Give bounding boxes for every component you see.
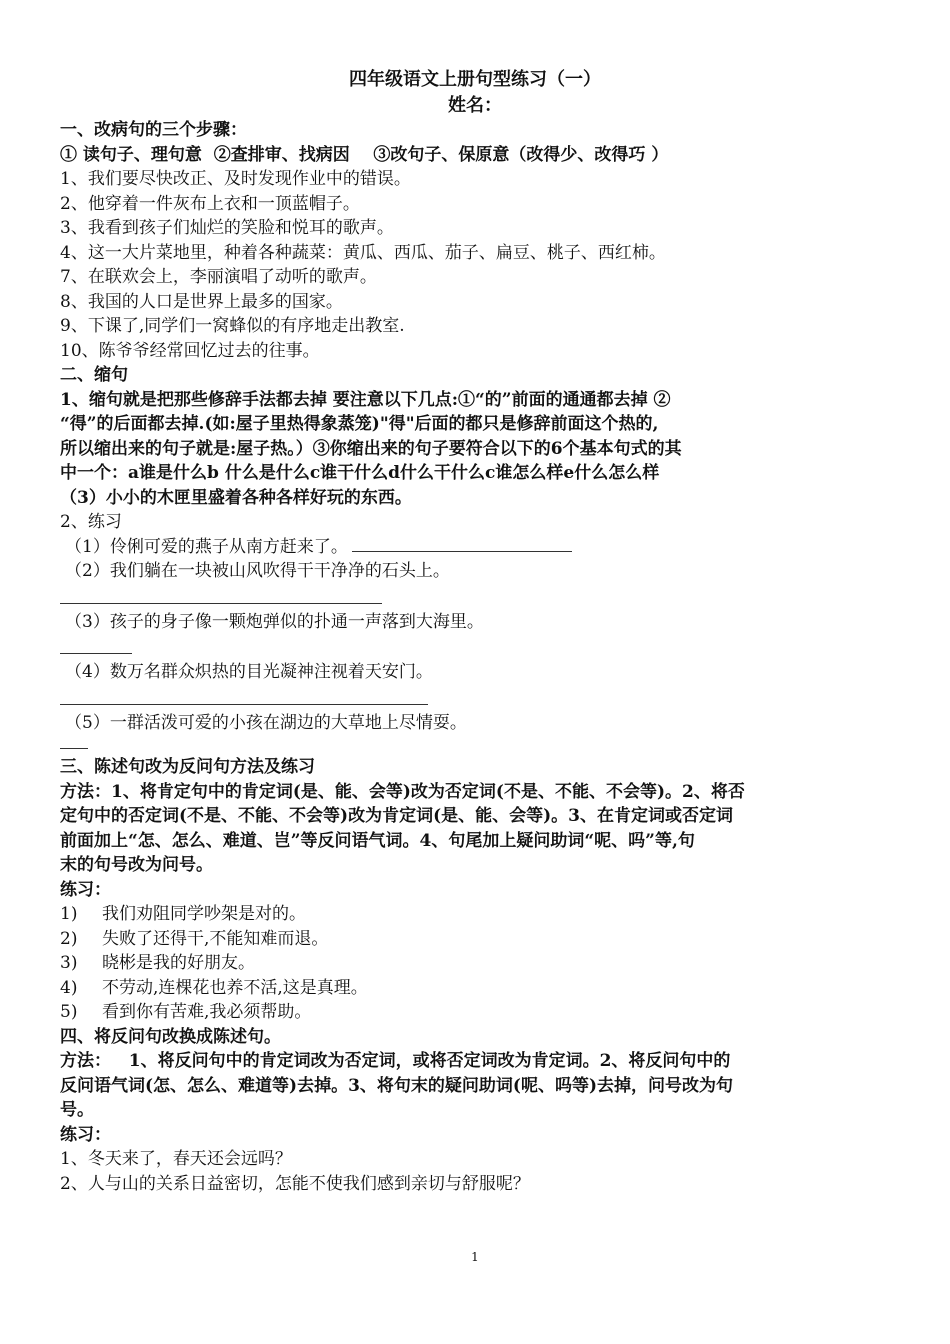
section2-rule-line: 中一个：a谁是什么b 什么是什么c谁干什么d什么干什么c谁怎么样e什么怎么样 — [60, 463, 660, 483]
section1-item: 9、下课了,同学们一窝蜂似的有序地走出教室. — [60, 316, 405, 336]
section3-item — [60, 976, 895, 1001]
item-number: 3) — [60, 953, 78, 973]
section3-item — [60, 902, 895, 927]
item-number: 4) — [60, 977, 78, 998]
section2-heading: 二、缩句 — [60, 365, 128, 385]
section1-item: 3、我看到孩子们灿烂的笑脸和悦耳的歌声。 — [60, 218, 394, 238]
item-number: 5) — [60, 1002, 78, 1022]
item-number: 1) — [60, 904, 78, 924]
section1-item: 10、陈爷爷经常回忆过去的往事。 — [60, 340, 320, 361]
section2-rule-line: 所以缩出来的句子就是:屋子热。）③你缩出来的句子要符合以下的6个基本句式的其 — [60, 438, 682, 459]
answer-blank[interactable] — [60, 735, 895, 755]
section2-exercise — [60, 535, 895, 560]
answer-blank[interactable] — [352, 550, 572, 552]
section3-item — [60, 951, 895, 976]
item-text: 看到你有苦难,我必须帮助。 — [102, 1002, 312, 1022]
item-number: 2) — [60, 928, 78, 949]
section3-method-line: 方法：1、将肯定句中的肯定词(是、能、会等)改为否定词(不是、不能、不会等)。2、将否 — [60, 781, 745, 802]
section3-method-line: 定句中的否定词(不是、不能、不会等)改为肯定词(是、能、会等)。3、在肯定词或否定词 — [60, 806, 734, 826]
item-text: 不劳动,连棵花也养不活,这是真理。 — [102, 977, 368, 998]
document-body — [60, 118, 895, 1196]
section4-practice-label: 练习： — [60, 1124, 111, 1145]
section2-exercise: （3）孩子的身子像一颗炮弹似的扑通一声落到大海里。 — [65, 611, 484, 632]
section4-heading: 四、将反问句改换成陈述句。 — [60, 1026, 281, 1047]
item-text: 失败了还得干,不能知难而退。 — [102, 928, 329, 949]
section3-heading: 三、陈述句改为反问句方法及练习 — [60, 757, 315, 777]
section1-item: 2、他穿着一件灰布上衣和一顶蓝帽子。 — [60, 193, 360, 214]
item-text: 晓彬是我的好朋友。 — [102, 953, 255, 973]
section2-exercise: （4）数万名群众炽热的目光凝神注视着天安门。 — [65, 662, 433, 682]
page-number: 1 — [471, 1250, 479, 1264]
page-title: 四年级语文上册句型练习（一） — [349, 69, 601, 90]
section1-heading: 一、改病句的三个步骤： — [60, 120, 247, 140]
section4-item: 1、冬天来了，春天还会远吗？ — [60, 1149, 292, 1169]
section3-practice-label: 练习： — [60, 879, 111, 900]
section1-item: 1、我们要尽快改正、及时发现作业中的错误。 — [60, 169, 411, 189]
section1-steps: ① 读句子、理句意 ②查排审、找病因 ③改句子、保原意（改得少、改得巧 ） — [60, 144, 669, 165]
section4-method-line: 号。 — [60, 1100, 94, 1120]
item-text: 我们劝阻同学吵架是对的。 — [102, 904, 306, 924]
section2-exercise: （5）一群活泼可爱的小孩在湖边的大草地上尽情耍。 — [65, 712, 467, 733]
section4-method-line: 方法： 1、将反问句中的肯定词改为否定词，或将否定词改为肯定词。2、将反问句中的 — [60, 1051, 731, 1071]
section2-rule-line: （3）小小的木匣里盛着各种各样好玩的东西。 — [60, 487, 412, 508]
section3-item — [60, 1000, 895, 1025]
answer-blank[interactable] — [60, 584, 895, 610]
section4-method-line: 反问语气词(怎、怎么、难道等)去掉。3、将句末的疑问助词(呢、吗等)去掉，问号改为句 — [60, 1075, 734, 1096]
section3-item — [60, 927, 895, 952]
section3-method-line: 末的句号改为问号。 — [60, 855, 213, 875]
section2-exercise: （2）我们躺在一块被山风吹得干干净净的石头上。 — [65, 561, 450, 581]
section3-method-line: 前面加上“怎、怎么、难道、岂”等反问语气词。4、句尾加上疑问助词“呢、吗”等,句 — [60, 830, 695, 851]
section1-item: 8、我国的人口是世界上最多的国家。 — [60, 291, 343, 312]
section2-rule-line: 1、缩句就是把那些修辞手法都去掉 要注意以下几点:①“的”前面的通通都去掉 ② — [60, 389, 671, 410]
answer-blank[interactable] — [60, 634, 895, 660]
section2-practice-label: 2、练习 — [60, 512, 122, 532]
section1-item: 7、在联欢会上，李丽演唱了动听的歌声。 — [60, 267, 377, 287]
section2-rule-line: “得”的后面都去掉.(如:屋子里热得象蒸笼)"得"后面的都只是修辞前面这个热的, — [60, 414, 659, 434]
name-label: 姓名： — [448, 95, 502, 116]
answer-blank[interactable] — [60, 685, 895, 711]
section4-item: 2、人与山的关系日益密切，怎能不使我们感到亲切与舒服呢？ — [60, 1173, 530, 1194]
section1-item: 4、这一大片菜地里，种着各种蔬菜：黄瓜、西瓜、茄子、扁豆、桃子、西红柿。 — [60, 242, 666, 263]
exercise-text: （1）伶俐可爱的燕子从南方赶来了。 — [65, 536, 348, 557]
